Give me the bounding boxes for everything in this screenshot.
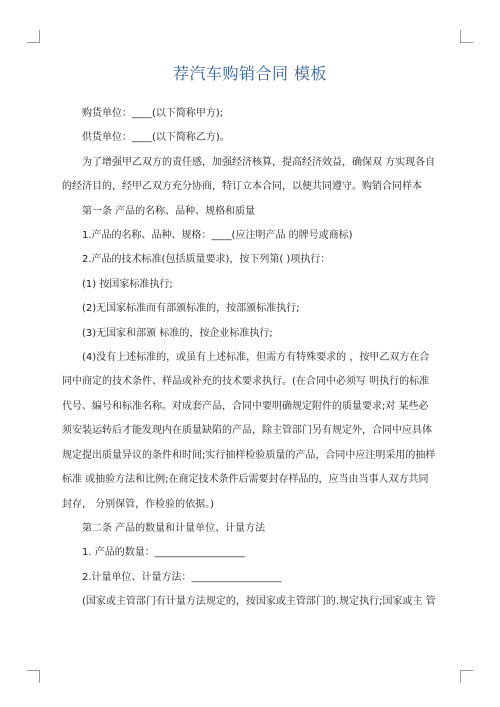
paragraph-line: 购货单位：____(以下简称甲方); [82, 108, 224, 119]
paragraph-line: 须安装运转后才能发现内在质量缺陷的产品，除主管部门另有规定外，合同中应具体 [62, 425, 432, 437]
paragraph-line: 供货单位：____(以下简称乙方)。 [82, 132, 230, 144]
paragraph-line: 标准 或抽验方法和比例;在商定技术条件后需要封存样品的，应当由当事人双方共同 [62, 474, 429, 486]
paragraph-line: 的经济目的，经甲乙双方充分协商，特订立本合同，以便共同遵守。购销合同样本 [62, 181, 422, 193]
paragraph-line: 规定提出质量异议的条件和时间;实行抽样检验质量的产品，合同中应注明采用的抽样 [62, 449, 436, 461]
paragraph-line: 2.计量单位、计量方法：__________________ [82, 571, 282, 583]
paragraph-line: (2)无国家标准而有部颁标准的，按部颁标准执行; [82, 303, 300, 315]
document-body [62, 102, 438, 615]
paragraph-line: (国家或主管部门有计量方法规定的，按国家或主管部门的.规定执行;国家或主 管 [82, 596, 436, 608]
paragraph-line: (3)无国家和部颁 标准的，按企业标准执行; [82, 327, 273, 339]
paragraph-line: 1.产品的名称、品种、规格：____(应注明产品 的牌号或商标) [82, 230, 353, 242]
document-title: 荐汽车购销合同 模板 [172, 64, 328, 83]
paragraph-line: (4)没有上述标准的，或虽有上述标准，但需方有特殊要求的 ，按甲乙双方在合 [82, 352, 430, 364]
crop-mark-top-right [460, 30, 473, 43]
document-page [62, 62, 438, 615]
paragraph-line: 封存， 分别保管，作检验的依据。) [62, 498, 215, 510]
paragraph-line: (1) 按国家标准执行; [82, 278, 173, 290]
paragraph-line: 第一条 产品的名称、品种、规格和质量 [82, 205, 256, 217]
crop-mark-bottom-right [460, 670, 473, 683]
paragraph-line: 第二条 产品的数量和计量单位、计量方法 [82, 522, 266, 534]
paragraph-line: 代号、编号和标准名称。对成套产品，合同中要明确规定附件的质量要求;对 某些必 [62, 400, 429, 412]
paragraph-line: 为了增强甲乙双方的责任感，加强经济核算，提高经济效益，确保双 方实现各自 [82, 156, 436, 168]
paragraph-line: 1. 产品的数量：__________________ [82, 547, 245, 559]
crop-mark-top-left [27, 30, 40, 43]
paragraph-line: 2.产品的技术标准(包括质量要求)，按下列第( )项执行： [82, 254, 331, 266]
paragraph-line: 同中商定的技术条件、样品或补充的技术要求执行。(在合同中必须写 明执行的标准 [62, 376, 430, 388]
crop-mark-bottom-left [27, 670, 40, 683]
